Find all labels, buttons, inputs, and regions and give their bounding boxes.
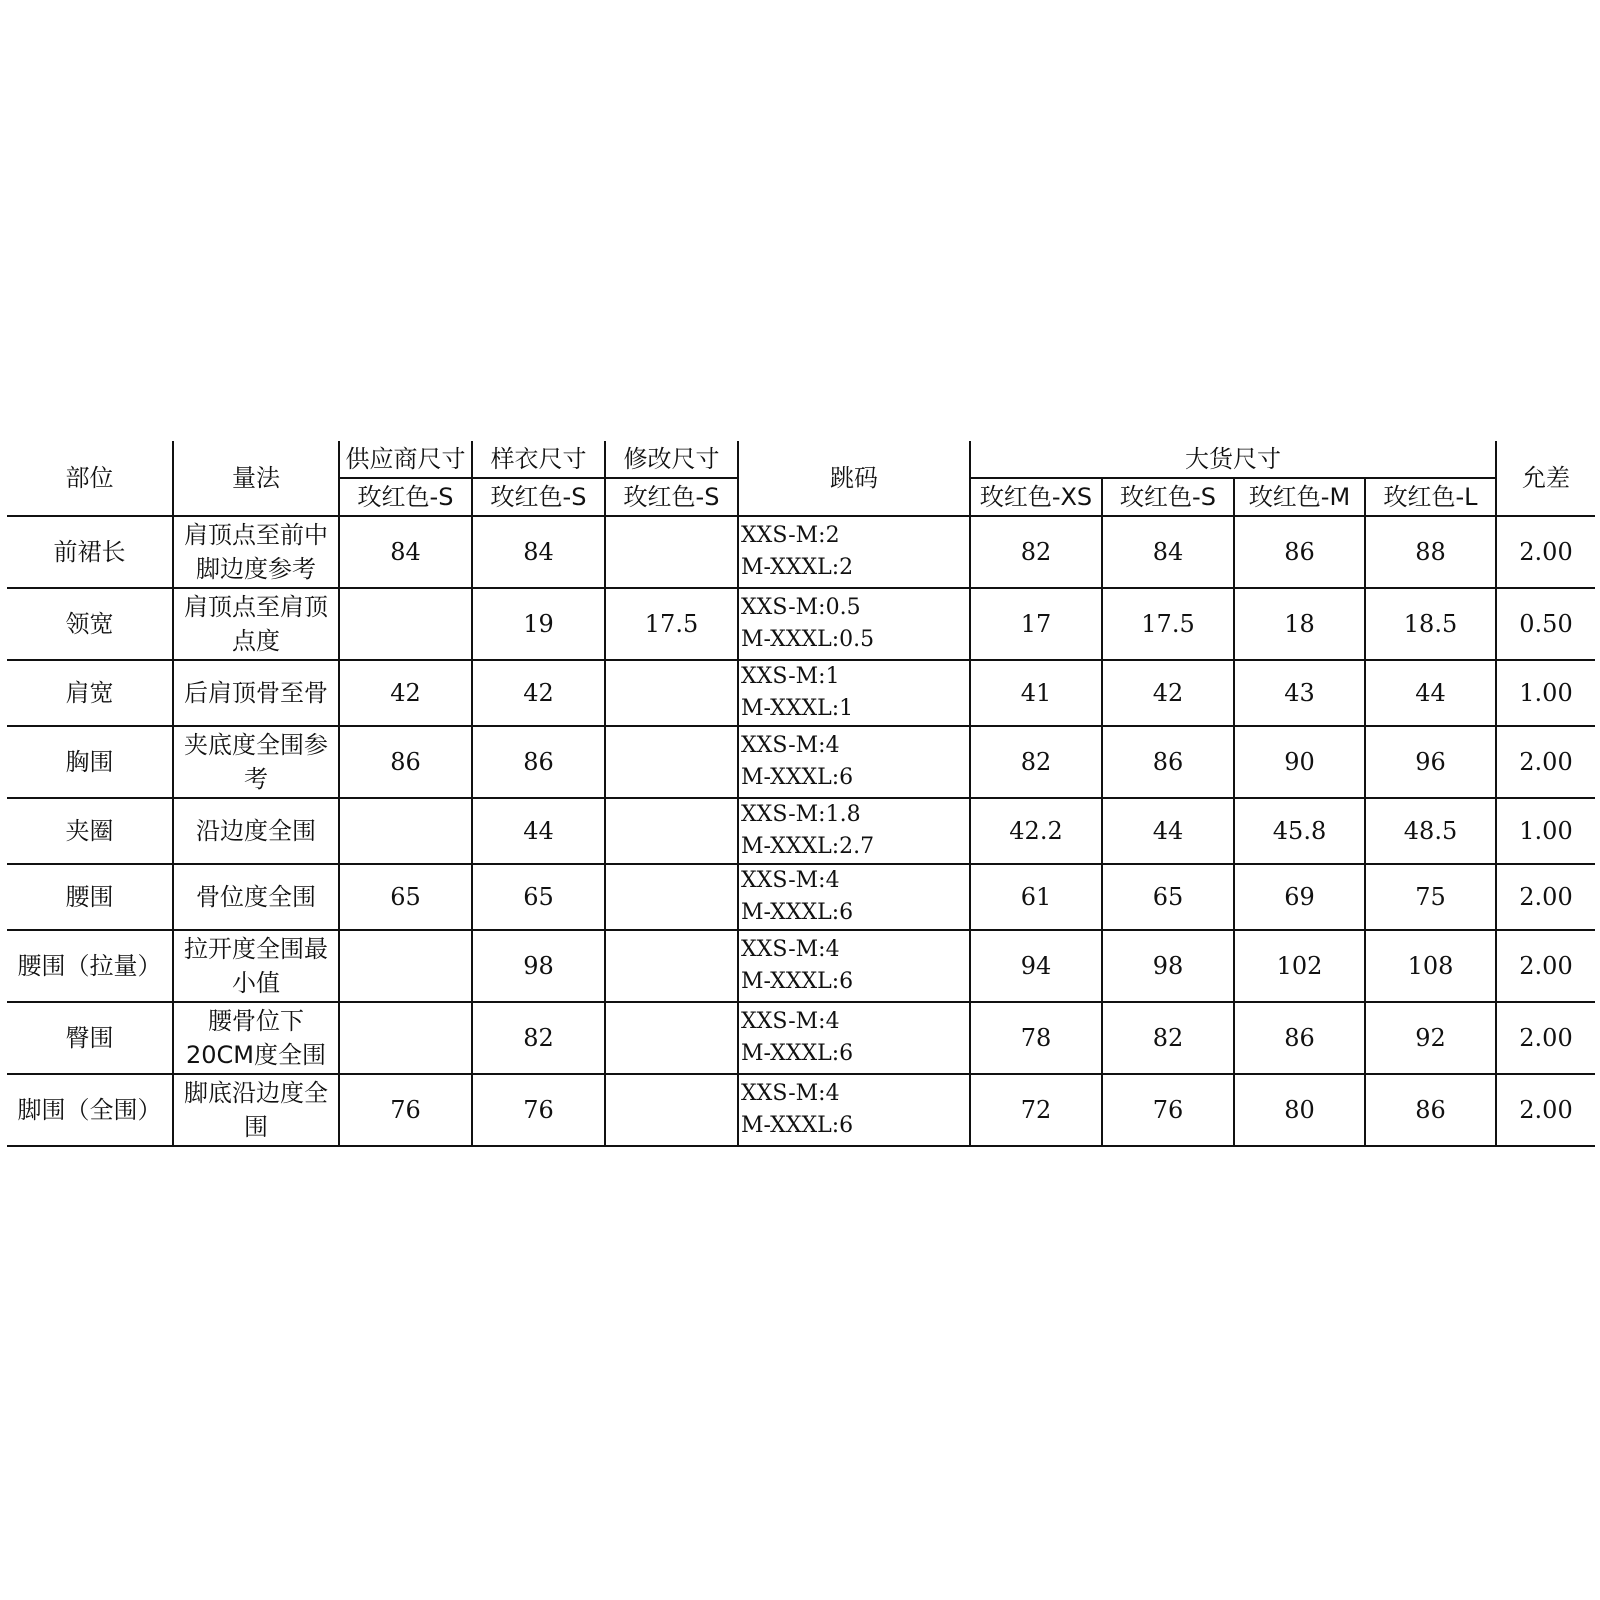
cell-sample: 98 <box>472 930 605 1002</box>
cell-bulk-m: 102 <box>1234 930 1365 1002</box>
cell-grading <box>738 660 970 726</box>
cell-modified <box>605 1074 738 1146</box>
cell-bulk-l: 86 <box>1365 1074 1496 1146</box>
cell-method: 腰骨位下20CM度全围 <box>173 1002 339 1074</box>
cell-part: 领宽 <box>7 588 173 660</box>
cell-tolerance: 2.00 <box>1496 930 1595 1002</box>
cell-method: 肩顶点至肩顶点度 <box>173 588 339 660</box>
cell-method: 沿边度全围 <box>173 798 339 864</box>
grading-line-small: XXS-M:4 <box>741 868 840 893</box>
cell-part: 肩宽 <box>7 660 173 726</box>
grading-line-large: M-XXXL:1 <box>741 696 854 721</box>
grading-line-small: XXS-M:4 <box>741 733 840 758</box>
cell-tolerance: 0.50 <box>1496 588 1595 660</box>
grading-line-small: XXS-M:4 <box>741 1009 840 1034</box>
header-sample-size: 样衣尺寸 <box>472 441 605 478</box>
cell-bulk-xs: 17 <box>970 588 1102 660</box>
cell-part: 胸围 <box>7 726 173 798</box>
cell-bulk-l: 48.5 <box>1365 798 1496 864</box>
cell-method: 拉开度全围最小值 <box>173 930 339 1002</box>
header-grading: 跳码 <box>738 441 970 516</box>
cell-method: 骨位度全围 <box>173 864 339 930</box>
cell-bulk-l: 44 <box>1365 660 1496 726</box>
cell-bulk-s: 98 <box>1102 930 1234 1002</box>
cell-grading <box>738 930 970 1002</box>
table-row <box>7 660 1595 726</box>
cell-modified <box>605 930 738 1002</box>
cell-grading <box>738 798 970 864</box>
cell-grading <box>738 1002 970 1074</box>
cell-bulk-m: 18 <box>1234 588 1365 660</box>
cell-bulk-l: 92 <box>1365 1002 1496 1074</box>
cell-supplier: 86 <box>339 726 472 798</box>
cell-sample: 82 <box>472 1002 605 1074</box>
cell-tolerance: 2.00 <box>1496 1074 1595 1146</box>
cell-grading <box>738 588 970 660</box>
cell-bulk-s: 86 <box>1102 726 1234 798</box>
header-modified-color-size: 玫红色-S <box>605 478 738 516</box>
cell-modified <box>605 798 738 864</box>
cell-bulk-xs: 42.2 <box>970 798 1102 864</box>
cell-supplier: 65 <box>339 864 472 930</box>
cell-bulk-l: 75 <box>1365 864 1496 930</box>
grading-line-large: M-XXXL:6 <box>741 969 854 994</box>
table-row <box>7 726 1595 798</box>
cell-modified <box>605 1002 738 1074</box>
cell-sample: 65 <box>472 864 605 930</box>
cell-tolerance: 2.00 <box>1496 864 1595 930</box>
header-supplier-color-size: 玫红色-S <box>339 478 472 516</box>
cell-bulk-s: 42 <box>1102 660 1234 726</box>
cell-part: 夹圈 <box>7 798 173 864</box>
cell-modified: 17.5 <box>605 588 738 660</box>
cell-sample: 76 <box>472 1074 605 1146</box>
cell-sample: 19 <box>472 588 605 660</box>
cell-supplier <box>339 798 472 864</box>
cell-bulk-l: 18.5 <box>1365 588 1496 660</box>
header-bulk-m: 玫红色-M <box>1234 478 1365 516</box>
cell-grading <box>738 1074 970 1146</box>
table-row <box>7 516 1595 588</box>
cell-tolerance: 2.00 <box>1496 1002 1595 1074</box>
cell-bulk-m: 43 <box>1234 660 1365 726</box>
cell-bulk-s: 44 <box>1102 798 1234 864</box>
table-row <box>7 864 1595 930</box>
cell-part: 前裙长 <box>7 516 173 588</box>
header-tolerance: 允差 <box>1496 441 1595 516</box>
cell-modified <box>605 864 738 930</box>
cell-bulk-m: 86 <box>1234 1002 1365 1074</box>
grading-line-large: M-XXXL:6 <box>741 900 854 925</box>
header-modified-size: 修改尺寸 <box>605 441 738 478</box>
cell-sample: 86 <box>472 726 605 798</box>
cell-supplier <box>339 930 472 1002</box>
header-bulk-s: 玫红色-S <box>1102 478 1234 516</box>
cell-grading <box>738 726 970 798</box>
cell-supplier: 76 <box>339 1074 472 1146</box>
grading-line-small: XXS-M:1.8 <box>741 802 861 827</box>
grading-line-small: XXS-M:1 <box>741 664 840 689</box>
cell-bulk-l: 88 <box>1365 516 1496 588</box>
table-row <box>7 930 1595 1002</box>
grading-line-small: XXS-M:0.5 <box>741 595 861 620</box>
cell-tolerance: 2.00 <box>1496 726 1595 798</box>
grading-line-large: M-XXXL:2 <box>741 555 854 580</box>
size-spec-sheet <box>7 441 1595 1147</box>
grading-line-large: M-XXXL:6 <box>741 1113 854 1138</box>
table-row <box>7 588 1595 660</box>
cell-method: 夹底度全围参考 <box>173 726 339 798</box>
cell-bulk-xs: 41 <box>970 660 1102 726</box>
cell-bulk-m: 86 <box>1234 516 1365 588</box>
cell-bulk-m: 80 <box>1234 1074 1365 1146</box>
grading-line-small: XXS-M:4 <box>741 937 840 962</box>
cell-sample: 84 <box>472 516 605 588</box>
cell-bulk-s: 84 <box>1102 516 1234 588</box>
cell-bulk-l: 96 <box>1365 726 1496 798</box>
cell-sample: 44 <box>472 798 605 864</box>
cell-method: 肩顶点至前中脚边度参考 <box>173 516 339 588</box>
cell-modified <box>605 726 738 798</box>
cell-tolerance: 1.00 <box>1496 660 1595 726</box>
cell-bulk-s: 17.5 <box>1102 588 1234 660</box>
cell-bulk-m: 90 <box>1234 726 1365 798</box>
cell-bulk-s: 82 <box>1102 1002 1234 1074</box>
cell-bulk-xs: 82 <box>970 516 1102 588</box>
cell-bulk-m: 69 <box>1234 864 1365 930</box>
cell-bulk-s: 76 <box>1102 1074 1234 1146</box>
header-row-top <box>7 441 1595 478</box>
cell-part: 臀围 <box>7 1002 173 1074</box>
cell-bulk-m: 45.8 <box>1234 798 1365 864</box>
cell-bulk-s: 65 <box>1102 864 1234 930</box>
cell-bulk-xs: 82 <box>970 726 1102 798</box>
cell-supplier <box>339 588 472 660</box>
cell-method: 后肩顶骨至骨 <box>173 660 339 726</box>
grading-line-large: M-XXXL:6 <box>741 1041 854 1066</box>
cell-bulk-xs: 94 <box>970 930 1102 1002</box>
table-row <box>7 798 1595 864</box>
cell-method: 脚底沿边度全围 <box>173 1074 339 1146</box>
grading-line-small: XXS-M:2 <box>741 523 840 548</box>
cell-modified <box>605 516 738 588</box>
header-sample-color-size: 玫红色-S <box>472 478 605 516</box>
header-bulk-size: 大货尺寸 <box>970 441 1496 478</box>
header-method: 量法 <box>173 441 339 516</box>
grading-line-small: XXS-M:4 <box>741 1081 840 1106</box>
grading-line-large: M-XXXL:6 <box>741 765 854 790</box>
header-part: 部位 <box>7 441 173 516</box>
cell-tolerance: 2.00 <box>1496 516 1595 588</box>
table-row <box>7 1002 1595 1074</box>
header-bulk-l: 玫红色-L <box>1365 478 1496 516</box>
header-bulk-xs: 玫红色-XS <box>970 478 1102 516</box>
cell-part: 脚围（全围） <box>7 1074 173 1146</box>
cell-grading <box>738 516 970 588</box>
cell-bulk-xs: 78 <box>970 1002 1102 1074</box>
cell-supplier: 84 <box>339 516 472 588</box>
grading-line-large: M-XXXL:2.7 <box>741 834 875 859</box>
size-spec-table <box>7 441 1595 1147</box>
cell-part: 腰围（拉量） <box>7 930 173 1002</box>
cell-part: 腰围 <box>7 864 173 930</box>
cell-supplier <box>339 1002 472 1074</box>
cell-supplier: 42 <box>339 660 472 726</box>
cell-bulk-l: 108 <box>1365 930 1496 1002</box>
cell-sample: 42 <box>472 660 605 726</box>
cell-grading <box>738 864 970 930</box>
grading-line-large: M-XXXL:0.5 <box>741 627 875 652</box>
cell-tolerance: 1.00 <box>1496 798 1595 864</box>
cell-modified <box>605 660 738 726</box>
header-supplier-size: 供应商尺寸 <box>339 441 472 478</box>
cell-bulk-xs: 61 <box>970 864 1102 930</box>
cell-bulk-xs: 72 <box>970 1074 1102 1146</box>
table-row <box>7 1074 1595 1146</box>
